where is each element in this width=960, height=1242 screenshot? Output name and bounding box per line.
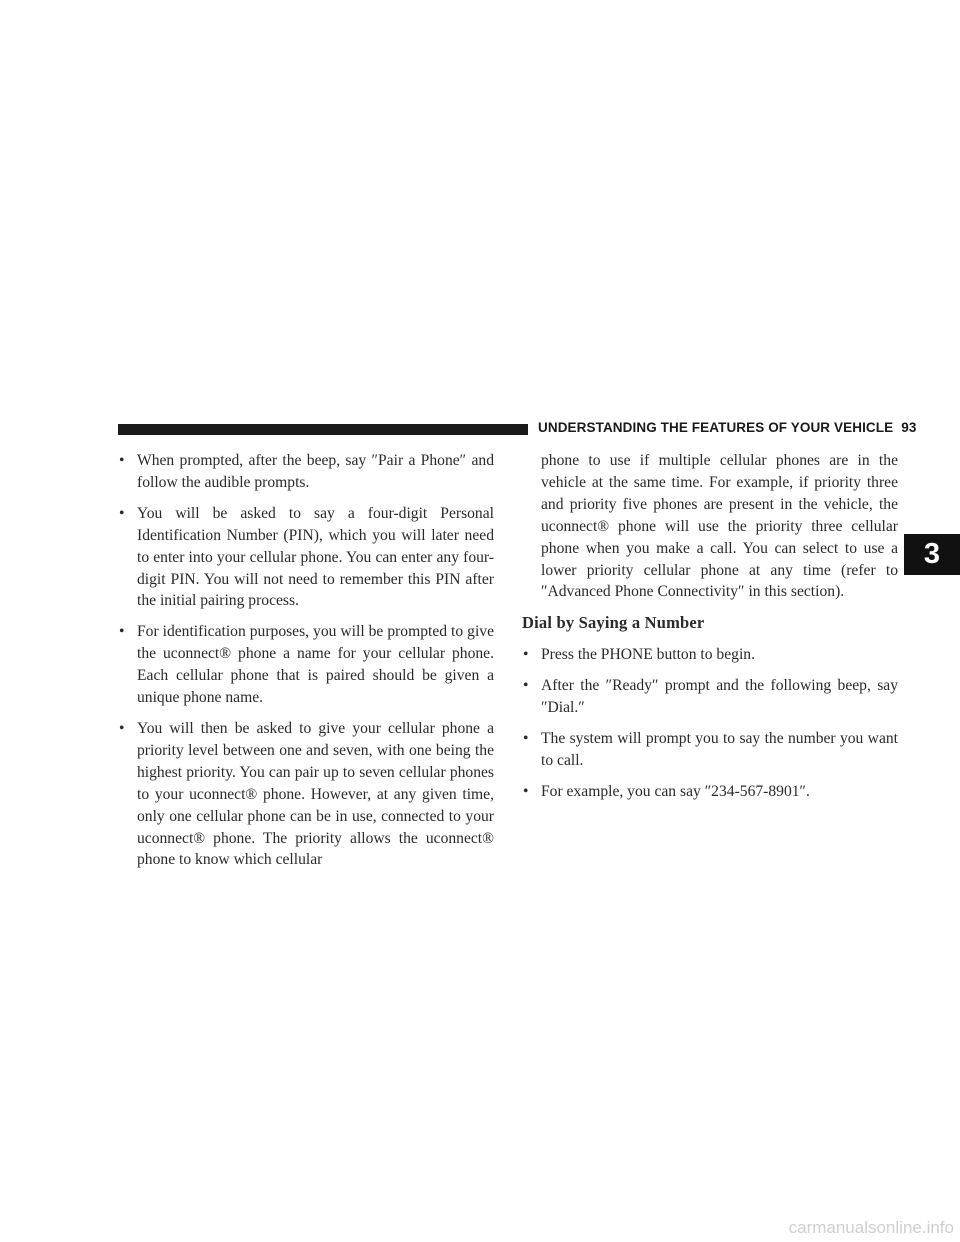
left-column xyxy=(118,450,494,880)
section-title: UNDERSTANDING THE FEATURES OF YOUR VEHICLE xyxy=(538,420,894,435)
list-item xyxy=(118,450,494,494)
watermark: carmanualsonline.info xyxy=(788,1218,954,1237)
bullet-icon: • xyxy=(119,504,125,522)
chapter-tab: 3 xyxy=(904,534,960,575)
list-item-text: You will be asked to say a four-digit Personal Identification Number (PIN), which you will later need to enter into your cellular phone. You can enter any four-digit PIN. You will not need to remember this PIN after the initial pairing process. xyxy=(137,504,494,610)
running-header xyxy=(538,420,916,435)
list-item-text: For identification purposes, you will be prompted to give the uconnect® phone a name for your cellular phone. Each cellular phone that is paired should be given a unique phone name. xyxy=(137,623,494,707)
list-item-text: For example, you can say ″234-567-8901″. xyxy=(541,782,810,800)
list-item-text: When prompted, after the beep, say ″Pair a Phone″ and follow the audible prompts. xyxy=(137,452,494,491)
list-item xyxy=(522,644,898,666)
right-column xyxy=(522,450,898,812)
bullet-icon: • xyxy=(523,782,529,800)
list-item xyxy=(118,718,494,871)
bullet-icon: • xyxy=(119,719,125,737)
bullet-icon: • xyxy=(523,646,529,664)
list-item xyxy=(522,728,898,772)
list-item xyxy=(522,675,898,719)
bullet-icon: • xyxy=(523,677,529,695)
continued-paragraph: phone to use if multiple cellular phones are in the vehicle at the same time. For example, if priority three and priority five phones are present in the vehicle, the uconnect® phone will use the priority three cellular phone when you make a call. You can select to use a lower priority cellular phone at any time (refer to ″Advanced Phone Connectivity″ in this section). xyxy=(541,452,898,601)
list-item-text: After the ″Ready″ prompt and the following beep, say ″Dial.″ xyxy=(541,677,898,717)
section-heading: Dial by Saying a Number xyxy=(522,613,705,633)
bullet-icon: • xyxy=(119,452,125,469)
list-item xyxy=(118,503,494,613)
list-item xyxy=(522,781,898,803)
bullet-icon: • xyxy=(523,729,529,747)
list-item-text: You will then be asked to give your cellular phone a priority level between one and seven, with one being the highest priority. You can pair up to seven cellular phones to your uconnect® phone. However, at any given time, only one cellular phone can be in use, connected to your uconnect® phone. The priority allows the uconnect® phone to know which cellular xyxy=(137,719,494,869)
list-item-text: Press the PHONE button to begin. xyxy=(541,646,755,664)
page-number: 93 xyxy=(901,420,917,435)
header-rule xyxy=(118,424,528,435)
bullet-icon: • xyxy=(119,623,125,641)
list-item-text: The system will prompt you to say the number you want to call. xyxy=(541,729,898,769)
list-item xyxy=(118,621,494,709)
